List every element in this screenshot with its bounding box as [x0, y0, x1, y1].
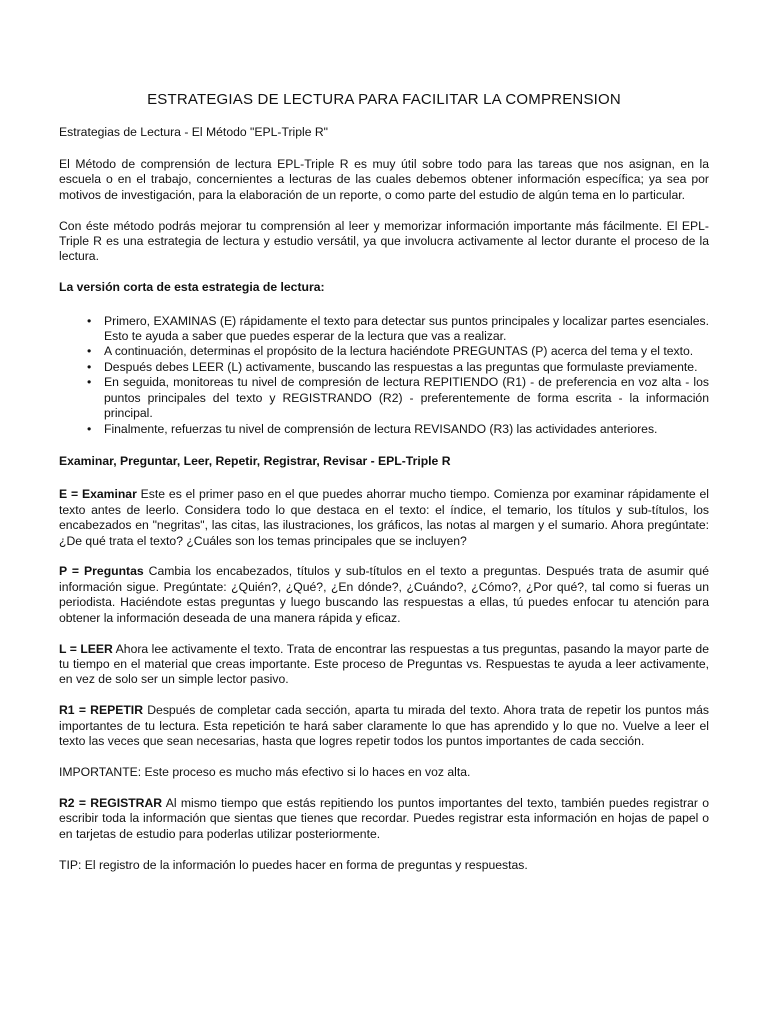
document-subtitle: Estrategias de Lectura - El Método "EPL-Triple R": [59, 125, 328, 140]
section-term: R1 = REPETIR: [59, 703, 143, 718]
strategy-bullet-list: [59, 314, 709, 437]
bullet-item: [87, 421, 709, 437]
bullet-text: Primero, EXAMINAS (E) rápidamente el texto para detectar sus puntos principales y localizar partes esenciales. Esto te ayuda a saber que puedes esperar de la lectura que vas a realizar.: [104, 313, 709, 344]
section-leer: [59, 642, 709, 688]
section-text: Al mismo tiempo que estás repitiendo los puntos importantes del texto, también puedes registrar o escribir toda la información que sientas que tienes que recordar. Puedes registrar esta información en hojas de papel o en tarjetas de estudio para poderlas utilizar posteriormente.: [59, 795, 709, 841]
section-registrar: [59, 796, 709, 842]
bullet-icon: •: [87, 344, 92, 359]
tip-note: TIP: El registro de la información lo puedes hacer en forma de preguntas y respuestas.: [59, 857, 528, 872]
section-text: Este es el primer paso en el que puedes ahorrar mucho tiempo. Comienza por examinar rápidamente el texto antes de leerlo. Considera todo lo que destaca en el texto: el índice, el temario, los títulos y sub-títulos, los encabezados en "negritas", las citas, las ilustraciones, los gráficos, las notas al margen y el sumario. Ahora pregúntate: ¿De qué trata el texto? ¿Cuáles son los temas principales que se incluyen?: [59, 487, 709, 548]
bullet-item: [87, 359, 709, 375]
steps-heading: Examinar, Preguntar, Leer, Repetir, Registrar, Revisar - EPL-Triple R: [59, 453, 451, 468]
section-term: E = Examinar: [59, 487, 137, 502]
bullet-icon: •: [87, 421, 92, 436]
section-text: Ahora lee activamente el texto. Trata de encontrar las respuestas a tus preguntas, pasando la mayor parte de tu tiempo en el material que creas importante. Este proceso de Preguntas vs. Respuestas te ayuda a leer activamente, en vez de solo ser un simple lector pasivo.: [59, 641, 709, 687]
bullet-icon: •: [87, 313, 92, 328]
bullet-icon: •: [87, 359, 92, 374]
bullet-text: En seguida, monitoreas tu nivel de compresión de lectura REPITIENDO (R1) - de preferencia en voz alta - los puntos principales del texto y REGISTRANDO (R2) - preferentemente de forma escrita - la información principal.: [104, 375, 709, 421]
bullet-text: Finalmente, refuerzas tu nivel de comprensión de lectura REVISANDO (R3) las actividades anteriores.: [104, 421, 658, 436]
section-term: L = LEER: [59, 641, 113, 656]
bullet-text: Después debes LEER (L) activamente, buscando las respuestas a las preguntas que formulaste previamente.: [104, 359, 698, 374]
section-repetir: [59, 703, 709, 749]
section-text: Después de completar cada sección, aparta tu mirada del texto. Ahora trata de repetir los puntos más importantes de tu lectura. Esta repetición te hará saber claramente lo que has aprendido y lo que no. Vuelve a leer el texto las veces que sean necesarias, hasta que logres repetir todos los puntos importantes de cada sección.: [59, 703, 709, 749]
short-version-heading: La versión corta de esta estrategia de lectura:: [59, 280, 325, 295]
section-examinar: [59, 487, 709, 549]
intro-paragraph-2: Con éste método podrás mejorar tu comprensión al leer y memorizar información importante más fácilmente. El EPL-Triple R es una estrategia de lectura y estudio versátil, ya que involucra activamente al lector durante el proceso de la lectura.: [59, 218, 709, 264]
bullet-item: [87, 313, 709, 345]
page-title: ESTRATEGIAS DE LECTURA PARA FACILITAR LA COMPRENSION: [147, 91, 621, 108]
section-preguntas: [59, 564, 709, 626]
bullet-text: A continuación, determinas el propósito de la lectura haciéndote PREGUNTAS (P) acerca del tema y el texto.: [104, 344, 694, 359]
important-note: IMPORTANTE: Este proceso es mucho más efectivo si lo haces en voz alta.: [59, 765, 471, 779]
bullet-item: [87, 344, 709, 359]
section-term: R2 = REGISTRAR: [59, 795, 163, 810]
section-term: P = Preguntas: [59, 564, 144, 579]
bullet-item: [87, 375, 709, 421]
bullet-icon: •: [87, 375, 92, 390]
intro-paragraph-1: El Método de comprensión de lectura EPL-Triple R es muy útil sobre todo para las tareas que nos asignan, en la escuela o en el trabajo, concernientes a lecturas de las cuales debemos obtener información específica; ya sea por motivos de investigación, para la elaboración de un reporte, o como parte del estudio de algún tema en lo particular.: [59, 156, 709, 202]
section-text: Cambia los encabezados, títulos y sub-títulos en el texto a preguntas. Después trata de asumir qué información sigue. Pregúntate: ¿Quién?, ¿Qué?, ¿En dónde?, ¿Cuándo?, ¿Cómo?, ¿Por qué?, tal como si fueras un periodista. Haciéndote estas preguntas y luego buscando las respuestas a ellas, tú puedes enfocar tu atención para obtener la información deseada de una manera rápida y eficaz.: [59, 564, 709, 625]
